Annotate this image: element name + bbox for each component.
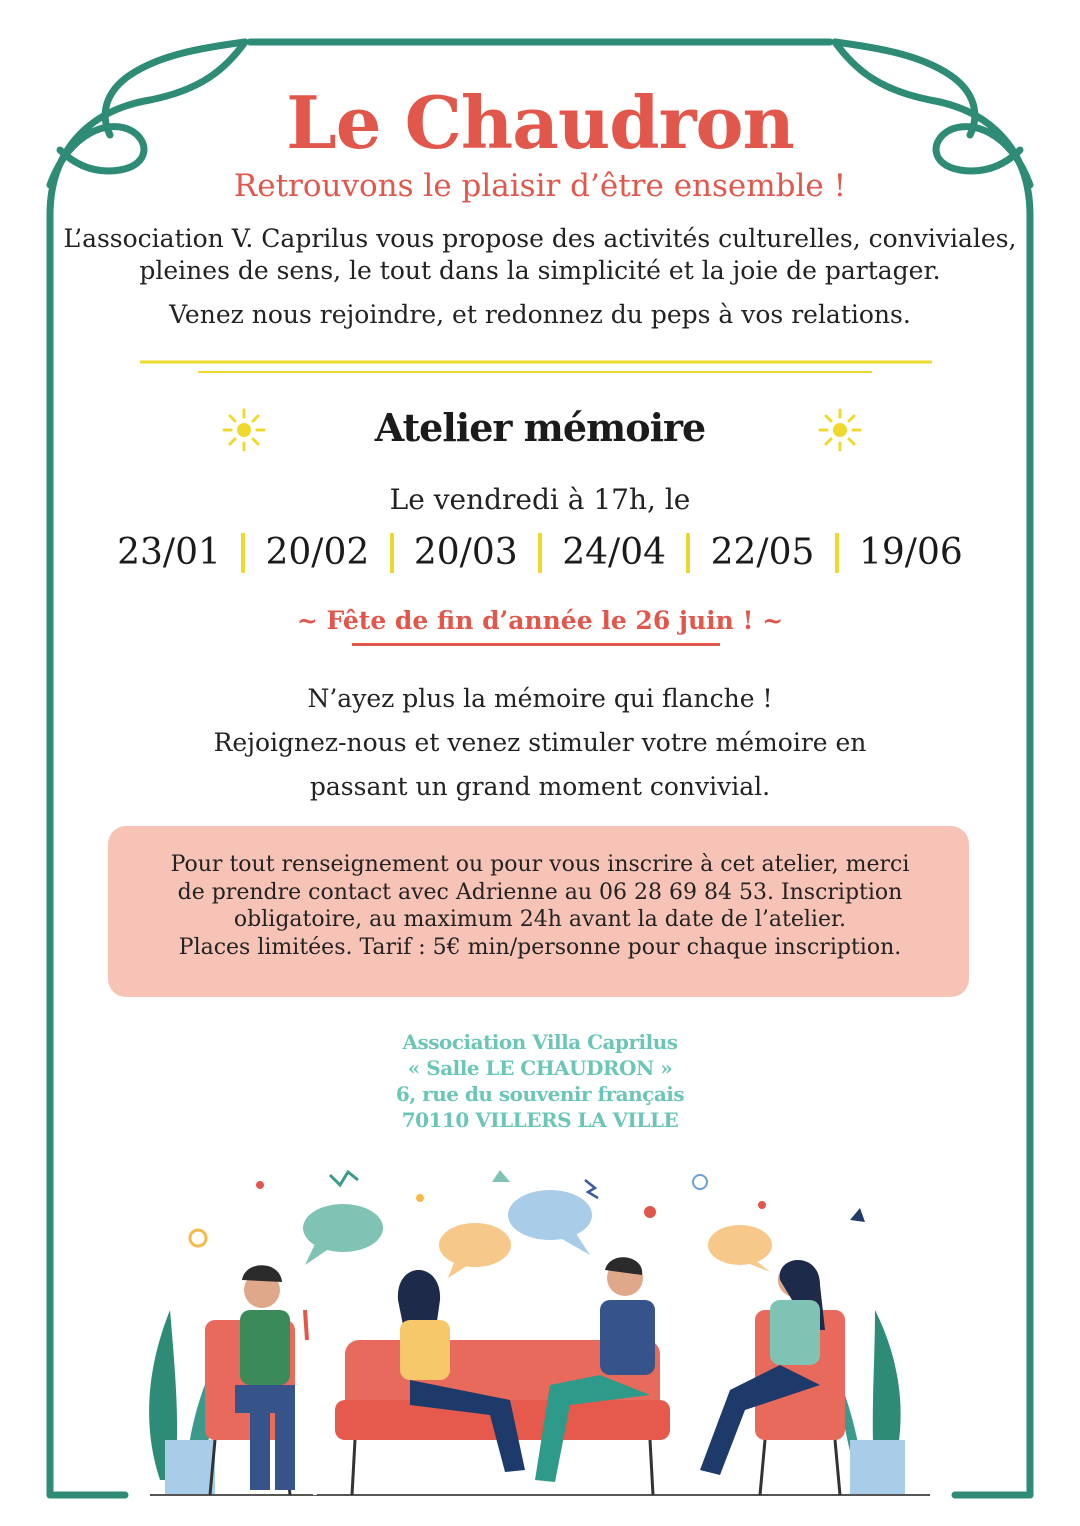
date-separator bbox=[390, 533, 394, 573]
info-line: Pour tout renseignement ou pour vous inscrire à cet atelier, merci bbox=[170, 852, 910, 877]
date-separator bbox=[686, 533, 690, 573]
date-item: 20/02 bbox=[265, 532, 370, 573]
info-line: de prendre contact avec Adrienne au 06 28 69 84 53. Inscription bbox=[177, 880, 903, 905]
divider bbox=[0, 355, 1080, 380]
date-separator bbox=[835, 533, 839, 573]
date-item: 19/06 bbox=[859, 532, 963, 573]
message-line: passant un grand moment convivial. bbox=[309, 772, 771, 801]
message-line: N’ayez plus la mémoire qui flanche ! bbox=[307, 684, 773, 713]
message-line: Rejoignez-nous et venez stimuler votre mémoire en bbox=[213, 728, 867, 757]
dates-row bbox=[104, 532, 976, 573]
date-item: 23/01 bbox=[117, 532, 221, 573]
address-line: 70110 VILLERS LA VILLE bbox=[401, 1108, 679, 1132]
date-item: 22/05 bbox=[710, 532, 815, 573]
page-subtitle: Retrouvons le plaisir d’être ensemble ! bbox=[233, 168, 847, 204]
info-line: Places limitées. Tarif : 5€ min/personne pour chaque inscription. bbox=[178, 935, 902, 960]
address-line: 6, rue du souvenir français bbox=[395, 1082, 685, 1106]
intro-line: Venez nous rejoindre, et redonnez du peps à vos relations. bbox=[169, 300, 911, 329]
schedule-text: Le vendredi à 17h, le bbox=[389, 483, 691, 516]
date-separator bbox=[241, 533, 245, 573]
page-title: Le Chaudron bbox=[286, 80, 794, 165]
intro-line: L’association V. Caprilus vous propose des activités culturelles, conviviales, bbox=[63, 224, 1017, 253]
date-separator bbox=[538, 533, 542, 573]
info-line: obligatoire, au maximum 24h avant la date de l’atelier. bbox=[233, 907, 847, 932]
date-item: 20/03 bbox=[413, 532, 518, 573]
address-line: « Salle LE CHAUDRON » bbox=[407, 1056, 673, 1080]
fete-underline bbox=[352, 643, 720, 646]
people-conversation-illustration bbox=[130, 1160, 950, 1500]
address-line: Association Villa Caprilus bbox=[402, 1030, 678, 1054]
date-item: 24/04 bbox=[562, 532, 666, 573]
section-title: Atelier mémoire bbox=[374, 405, 706, 450]
intro-line: pleines de sens, le tout dans la simplicité et la joie de partager. bbox=[139, 256, 941, 285]
fete-announcement: ~ Fête de fin d’année le 26 juin ! ~ bbox=[296, 606, 784, 635]
